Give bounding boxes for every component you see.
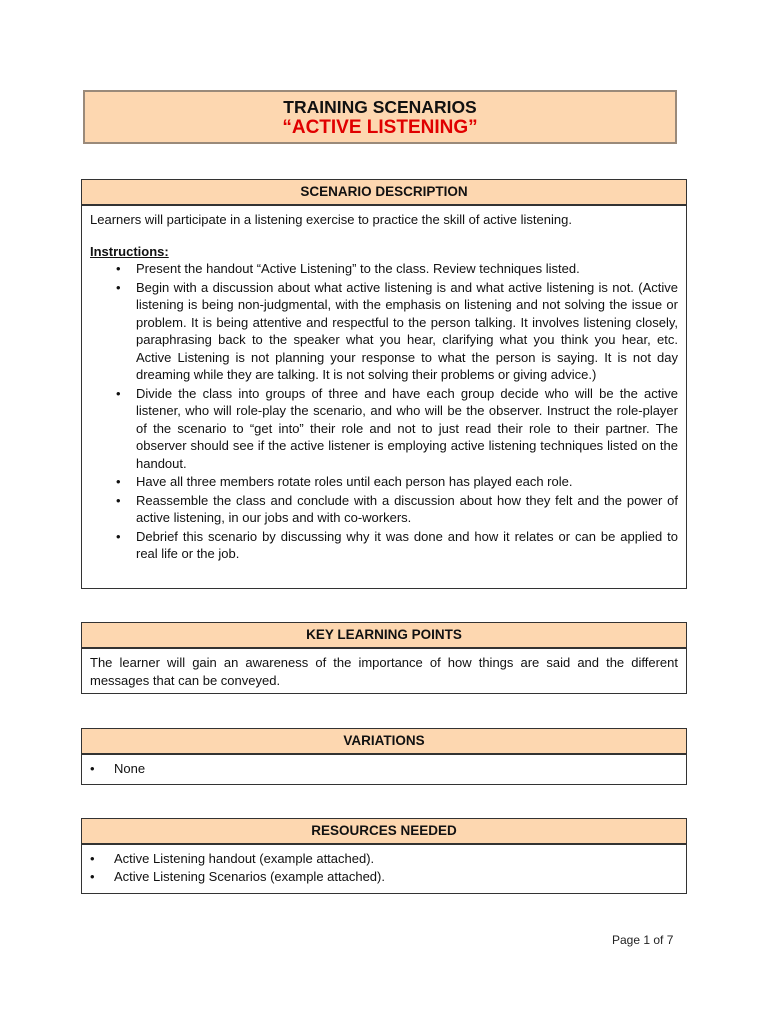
instructions-heading: Instructions:	[90, 243, 169, 259]
variations-list	[90, 760, 678, 778]
list-item-text: Present the handout “Active Listening” to the class. Review techniques listed.	[136, 261, 580, 276]
bullet: •	[90, 851, 95, 866]
list-item	[90, 528, 678, 563]
list-item	[90, 385, 678, 473]
bullet: •	[116, 528, 121, 544]
bullet: •	[116, 492, 121, 508]
bullet: •	[116, 385, 121, 401]
list-item	[90, 279, 678, 384]
list-item-text: Divide the class into groups of three and have each group decide who will be the active listener, who will role-play the scenario, and who will be the observer. Instruct the role-player of the scenario to “get into” their role and not to just read their role to their partner. The observer should see if the active listener is employing active listening techniques listed on the handout.	[136, 385, 678, 471]
section-body	[82, 206, 686, 568]
list-item-text: Active Listening handout (example attached).	[114, 851, 375, 866]
variations-section	[81, 728, 687, 785]
resources-needed-section	[81, 818, 687, 894]
list-item	[90, 850, 678, 868]
section-body	[82, 845, 686, 889]
list-item	[90, 260, 678, 278]
section-heading: RESOURCES NEEDED	[82, 819, 686, 845]
page-subtitle: “ACTIVE LISTENING”	[282, 117, 478, 138]
resources-list	[90, 850, 678, 885]
bullet: •	[90, 868, 95, 884]
list-item-text: Debrief this scenario by discussing why it was done and how it relates or can be applied to real life or the job.	[136, 528, 678, 561]
list-item	[90, 868, 678, 886]
section-heading: SCENARIO DESCRIPTION	[82, 180, 686, 206]
list-item	[90, 473, 678, 491]
bullet: •	[116, 279, 121, 295]
section-heading: VARIATIONS	[82, 729, 686, 755]
section-body	[82, 755, 686, 782]
key-points-text: The learner will gain an awareness of the importance of how things are said and the different messages that can be conveyed.	[90, 655, 678, 688]
list-item-text: Reassemble the class and conclude with a discussion about how they felt and the power of active listening, in our jobs and with co-workers.	[136, 492, 678, 525]
page-number: Page 1 of 7	[612, 933, 674, 947]
list-item-text: None	[114, 761, 146, 776]
list-item-text: Active Listening Scenarios (example attached).	[114, 868, 385, 884]
scenario-description-section	[81, 179, 687, 589]
key-learning-points-section	[81, 622, 687, 694]
list-item	[90, 760, 678, 778]
section-heading: KEY LEARNING POINTS	[82, 623, 686, 649]
list-item-text: Have all three members rotate roles until each person has played each role.	[136, 474, 573, 489]
bullet: •	[90, 761, 95, 776]
bullet: •	[116, 474, 121, 489]
bullet: •	[116, 261, 121, 276]
list-item-text: Begin with a discussion about what active listening is and what active listening is not. (Active listening is being non-judgmental, with the emphasis on listening and not solving the issue or problem. It is being attentive and respectful to the person talking. It involves listening closely, paraphrasing back to the speaker what you hear, clarifying what you think you hear, etc. Active Listening is not planning your response to what the person is saying. It is not day dreaming while they are talking. It is not solving their problems or giving advice.)	[136, 279, 678, 382]
intro-text: Learners will participate in a listening exercise to practice the skill of active listening.	[90, 212, 572, 227]
instructions-list	[90, 260, 678, 563]
list-item	[90, 492, 678, 527]
title-box	[83, 90, 677, 144]
page-title: TRAINING SCENARIOS	[283, 97, 477, 117]
